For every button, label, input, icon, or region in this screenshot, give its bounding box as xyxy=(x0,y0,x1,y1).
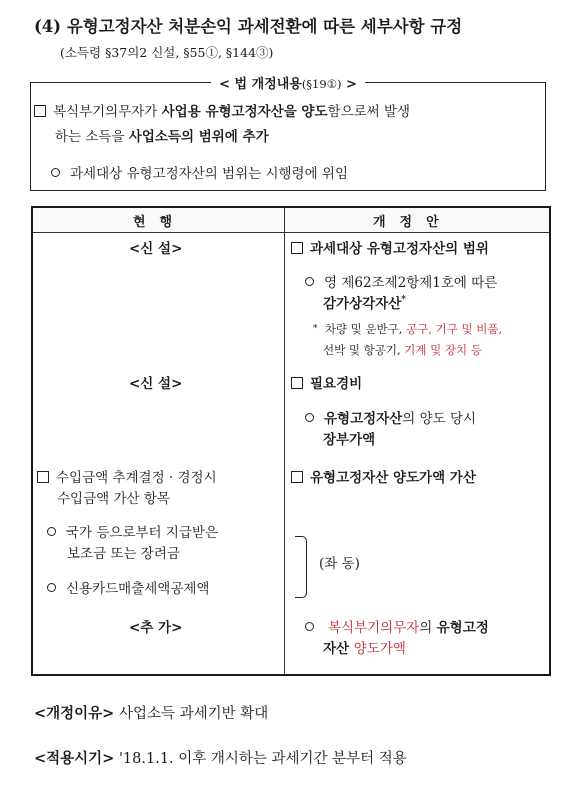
checkbox-square-icon xyxy=(291,471,303,483)
law-line-1 xyxy=(34,100,410,120)
right-bracket-icon xyxy=(295,536,307,598)
section-subtitle: (소득령 §37의2 신설, §55①, §144③) xyxy=(60,45,274,60)
row1-item-text-b: 감가상각자산 xyxy=(323,296,402,312)
row1-note-star: * xyxy=(313,324,318,334)
table-header xyxy=(33,208,549,233)
row1-heading-text: 과세대상 유형고정자산의 범위 xyxy=(310,241,489,257)
hollow-circle-bullet-icon xyxy=(305,277,314,286)
application-period-text: '18.1.1. 이후 개시하는 과세기간 분부터 적용 xyxy=(118,751,407,767)
law-line1-text-c: 함으로써 발생 xyxy=(327,104,411,120)
row1-note2-text-a: 선박 및 항공기, xyxy=(323,343,405,357)
application-period xyxy=(34,747,407,768)
row4-item xyxy=(305,618,489,639)
row1-left-new: <신 설> xyxy=(129,241,183,257)
header-revised: 개정안 xyxy=(373,215,453,230)
row3-right-same: (좌 동) xyxy=(319,556,360,572)
row3-left-heading-1: 수입금액 추계결정 · 경정시 xyxy=(56,470,217,486)
row2-item-text-b: 의 양도 당시 xyxy=(402,411,477,427)
law-change-box xyxy=(30,77,546,191)
revision-reason xyxy=(34,702,268,723)
row4-left-add: <추 가> xyxy=(129,620,183,636)
row2-left-new: <신 설> xyxy=(129,376,183,392)
row2-item-text-a: 유형고정자산 xyxy=(324,411,403,427)
row1-item-text-a: 영 제62조제2항제1호에 따른 xyxy=(324,275,498,291)
law-line2-text-a: 하는 소득을 xyxy=(55,129,129,145)
row3-left-item1-a: 국가 등으로부터 지급받은 xyxy=(66,525,219,541)
row3-left-heading xyxy=(37,468,217,489)
row4-item-text-d: 자산 xyxy=(323,641,354,657)
checkbox-square-icon xyxy=(291,242,303,254)
row3-right-heading-text: 유형고정자산 양도가액 가산 xyxy=(310,470,476,486)
law-line-2 xyxy=(55,125,269,145)
header-current: 현행 xyxy=(133,215,187,230)
row4-item-text-c: 유형고정 xyxy=(436,620,489,636)
row2-item xyxy=(305,409,476,430)
checkbox-square-icon xyxy=(37,471,49,483)
row3-left-heading-2: 수입금액 가산 항목 xyxy=(57,491,170,507)
row3-left-item2-text: 신용카드매출세액공제액 xyxy=(66,581,210,597)
row1-note2-text-b: 기계 및 장치 등 xyxy=(404,343,482,357)
row3-left-item1 xyxy=(47,523,218,544)
row4-item-2 xyxy=(323,639,406,660)
law-box-header xyxy=(211,73,365,92)
law-header-close: > xyxy=(346,77,357,92)
column-divider xyxy=(284,208,285,674)
row1-heading xyxy=(291,239,489,260)
row1-item-star: * xyxy=(401,295,406,305)
hollow-circle-bullet-icon xyxy=(305,413,314,422)
hollow-circle-bullet-icon xyxy=(305,622,314,631)
row4-item-text-e: 양도가액 xyxy=(353,641,406,657)
checkbox-square-icon xyxy=(34,105,46,117)
revision-reason-text: 사업소득 과세기반 확대 xyxy=(118,706,269,722)
application-period-label: <적용시기> xyxy=(34,750,115,767)
comparison-table xyxy=(31,206,551,676)
row1-note1-text-a: 차량 및 운반구, xyxy=(324,322,407,336)
row3-left-item1-b: 보조금 또는 장려금 xyxy=(67,546,180,562)
law-line1-text-b: 사업용 유형고정자산을 양도 xyxy=(161,104,328,120)
law-line2-text-b: 사업소득의 범위에 추가 xyxy=(128,129,269,145)
row1-item-b xyxy=(323,294,406,315)
hollow-circle-bullet-icon xyxy=(47,527,56,536)
row2-heading-text: 필요경비 xyxy=(310,376,363,392)
checkbox-square-icon xyxy=(291,377,303,389)
row4-item-text-b: 의 xyxy=(419,620,437,636)
row1-note-line2 xyxy=(323,341,482,361)
law-line-3 xyxy=(51,162,348,182)
row2-heading xyxy=(291,374,362,395)
row4-item-text-a: 복식부기의무자 xyxy=(328,620,420,636)
law-line1-text-a: 복식부기의무자가 xyxy=(53,104,162,120)
hollow-circle-bullet-icon xyxy=(47,583,56,592)
law-header-main: < 법 개정내용 xyxy=(219,77,302,92)
hollow-circle-bullet-icon xyxy=(51,168,60,177)
row3-right-heading xyxy=(291,468,476,489)
row1-note1-text-b: 공구, 기구 및 비품, xyxy=(406,322,503,336)
row2-item-c: 장부가액 xyxy=(323,432,376,448)
row3-left-item2 xyxy=(47,579,209,600)
revision-reason-label: <개정이유> xyxy=(34,705,115,722)
law-line3-text: 과세대상 유형고정자산의 범위는 시행령에 위임 xyxy=(70,166,348,182)
row1-note-line1 xyxy=(313,320,502,340)
row1-item xyxy=(305,273,497,294)
law-header-ref: (§19①) xyxy=(301,77,342,91)
section-title: (4) 유형고정자산 처분손익 과세전환에 따른 세부사항 규정 xyxy=(34,17,463,36)
